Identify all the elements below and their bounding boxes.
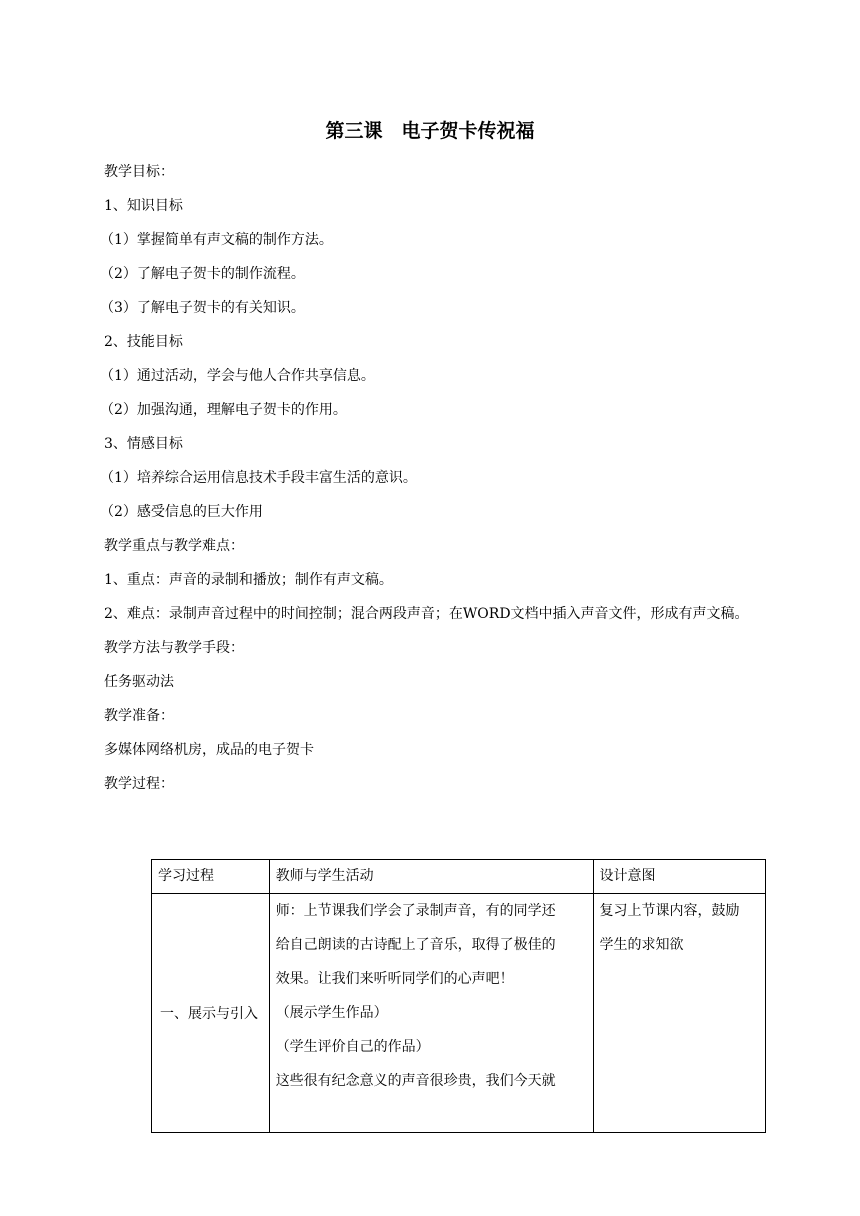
column-header-activity: 教师与学生活动 xyxy=(269,860,593,894)
section-heading-objectives: 教学目标： xyxy=(104,164,174,180)
activity-line: （展示学生作品） xyxy=(275,1005,388,1021)
skill-item: （2）加强沟通，理解电子贺卡的作用。 xyxy=(100,402,347,418)
preparation-text: 多媒体网络机房，成品的电子贺卡 xyxy=(104,742,314,758)
stage-cell: 一、展示与引入 xyxy=(152,894,270,1133)
intent-line: 复习上节课内容，鼓励 xyxy=(599,903,740,919)
section-heading-preparation: 教学准备： xyxy=(104,708,174,724)
method-text: 任务驱动法 xyxy=(104,674,174,690)
activity-line: （学生评价自己的作品） xyxy=(275,1039,430,1055)
activity-line: 这些很有纪念意义的声音很珍贵，我们今天就 xyxy=(275,1073,556,1089)
knowledge-item: （3）了解电子贺卡的有关知识。 xyxy=(100,300,305,316)
section-heading-process: 教学过程： xyxy=(104,776,174,792)
intent-line: 学生的求知欲 xyxy=(599,937,684,953)
knowledge-item: （1）掌握简单有声文稿的制作方法。 xyxy=(100,232,333,248)
table-header-row xyxy=(152,860,766,894)
column-header-intent: 设计意图 xyxy=(593,860,765,894)
activity-line: 效果。让我们来听听同学们的心声吧！ xyxy=(275,971,514,987)
column-header-stage: 学习过程 xyxy=(152,860,270,894)
key-point: 1、重点：声音的录制和播放；制作有声文稿。 xyxy=(104,572,393,588)
objective-knowledge: 1、知识目标 xyxy=(104,198,183,214)
emotion-item: （2）感受信息的巨大作用 xyxy=(100,504,263,520)
knowledge-item: （2）了解电子贺卡的制作流程。 xyxy=(100,266,305,282)
activity-cell xyxy=(269,894,593,1133)
page-title: 第三课 电子贺卡传祝福 xyxy=(325,120,535,142)
section-heading-key-points: 教学重点与教学难点： xyxy=(104,538,244,554)
activity-line: 给自己朗读的古诗配上了音乐，取得了极佳的 xyxy=(275,937,556,953)
activity-line: 师：上节课我们学会了录制声音，有的同学还 xyxy=(275,903,556,919)
process-table xyxy=(151,859,766,1133)
difficult-point: 2、难点：录制声音过程中的时间控制；混合两段声音；在WORD文档中插入声音文件，形成有声文稿。 xyxy=(104,606,749,622)
emotion-item: （1）培养综合运用信息技术手段丰富生活的意识。 xyxy=(100,470,417,486)
table-row xyxy=(152,894,766,1133)
document-body xyxy=(100,155,772,801)
skill-item: （1）通过活动，学会与他人合作共享信息。 xyxy=(100,368,375,384)
objective-emotion: 3、情感目标 xyxy=(104,436,183,452)
objective-skill: 2、技能目标 xyxy=(104,334,183,350)
intent-cell xyxy=(593,894,765,1133)
section-heading-methods: 教学方法与教学手段： xyxy=(104,640,244,656)
